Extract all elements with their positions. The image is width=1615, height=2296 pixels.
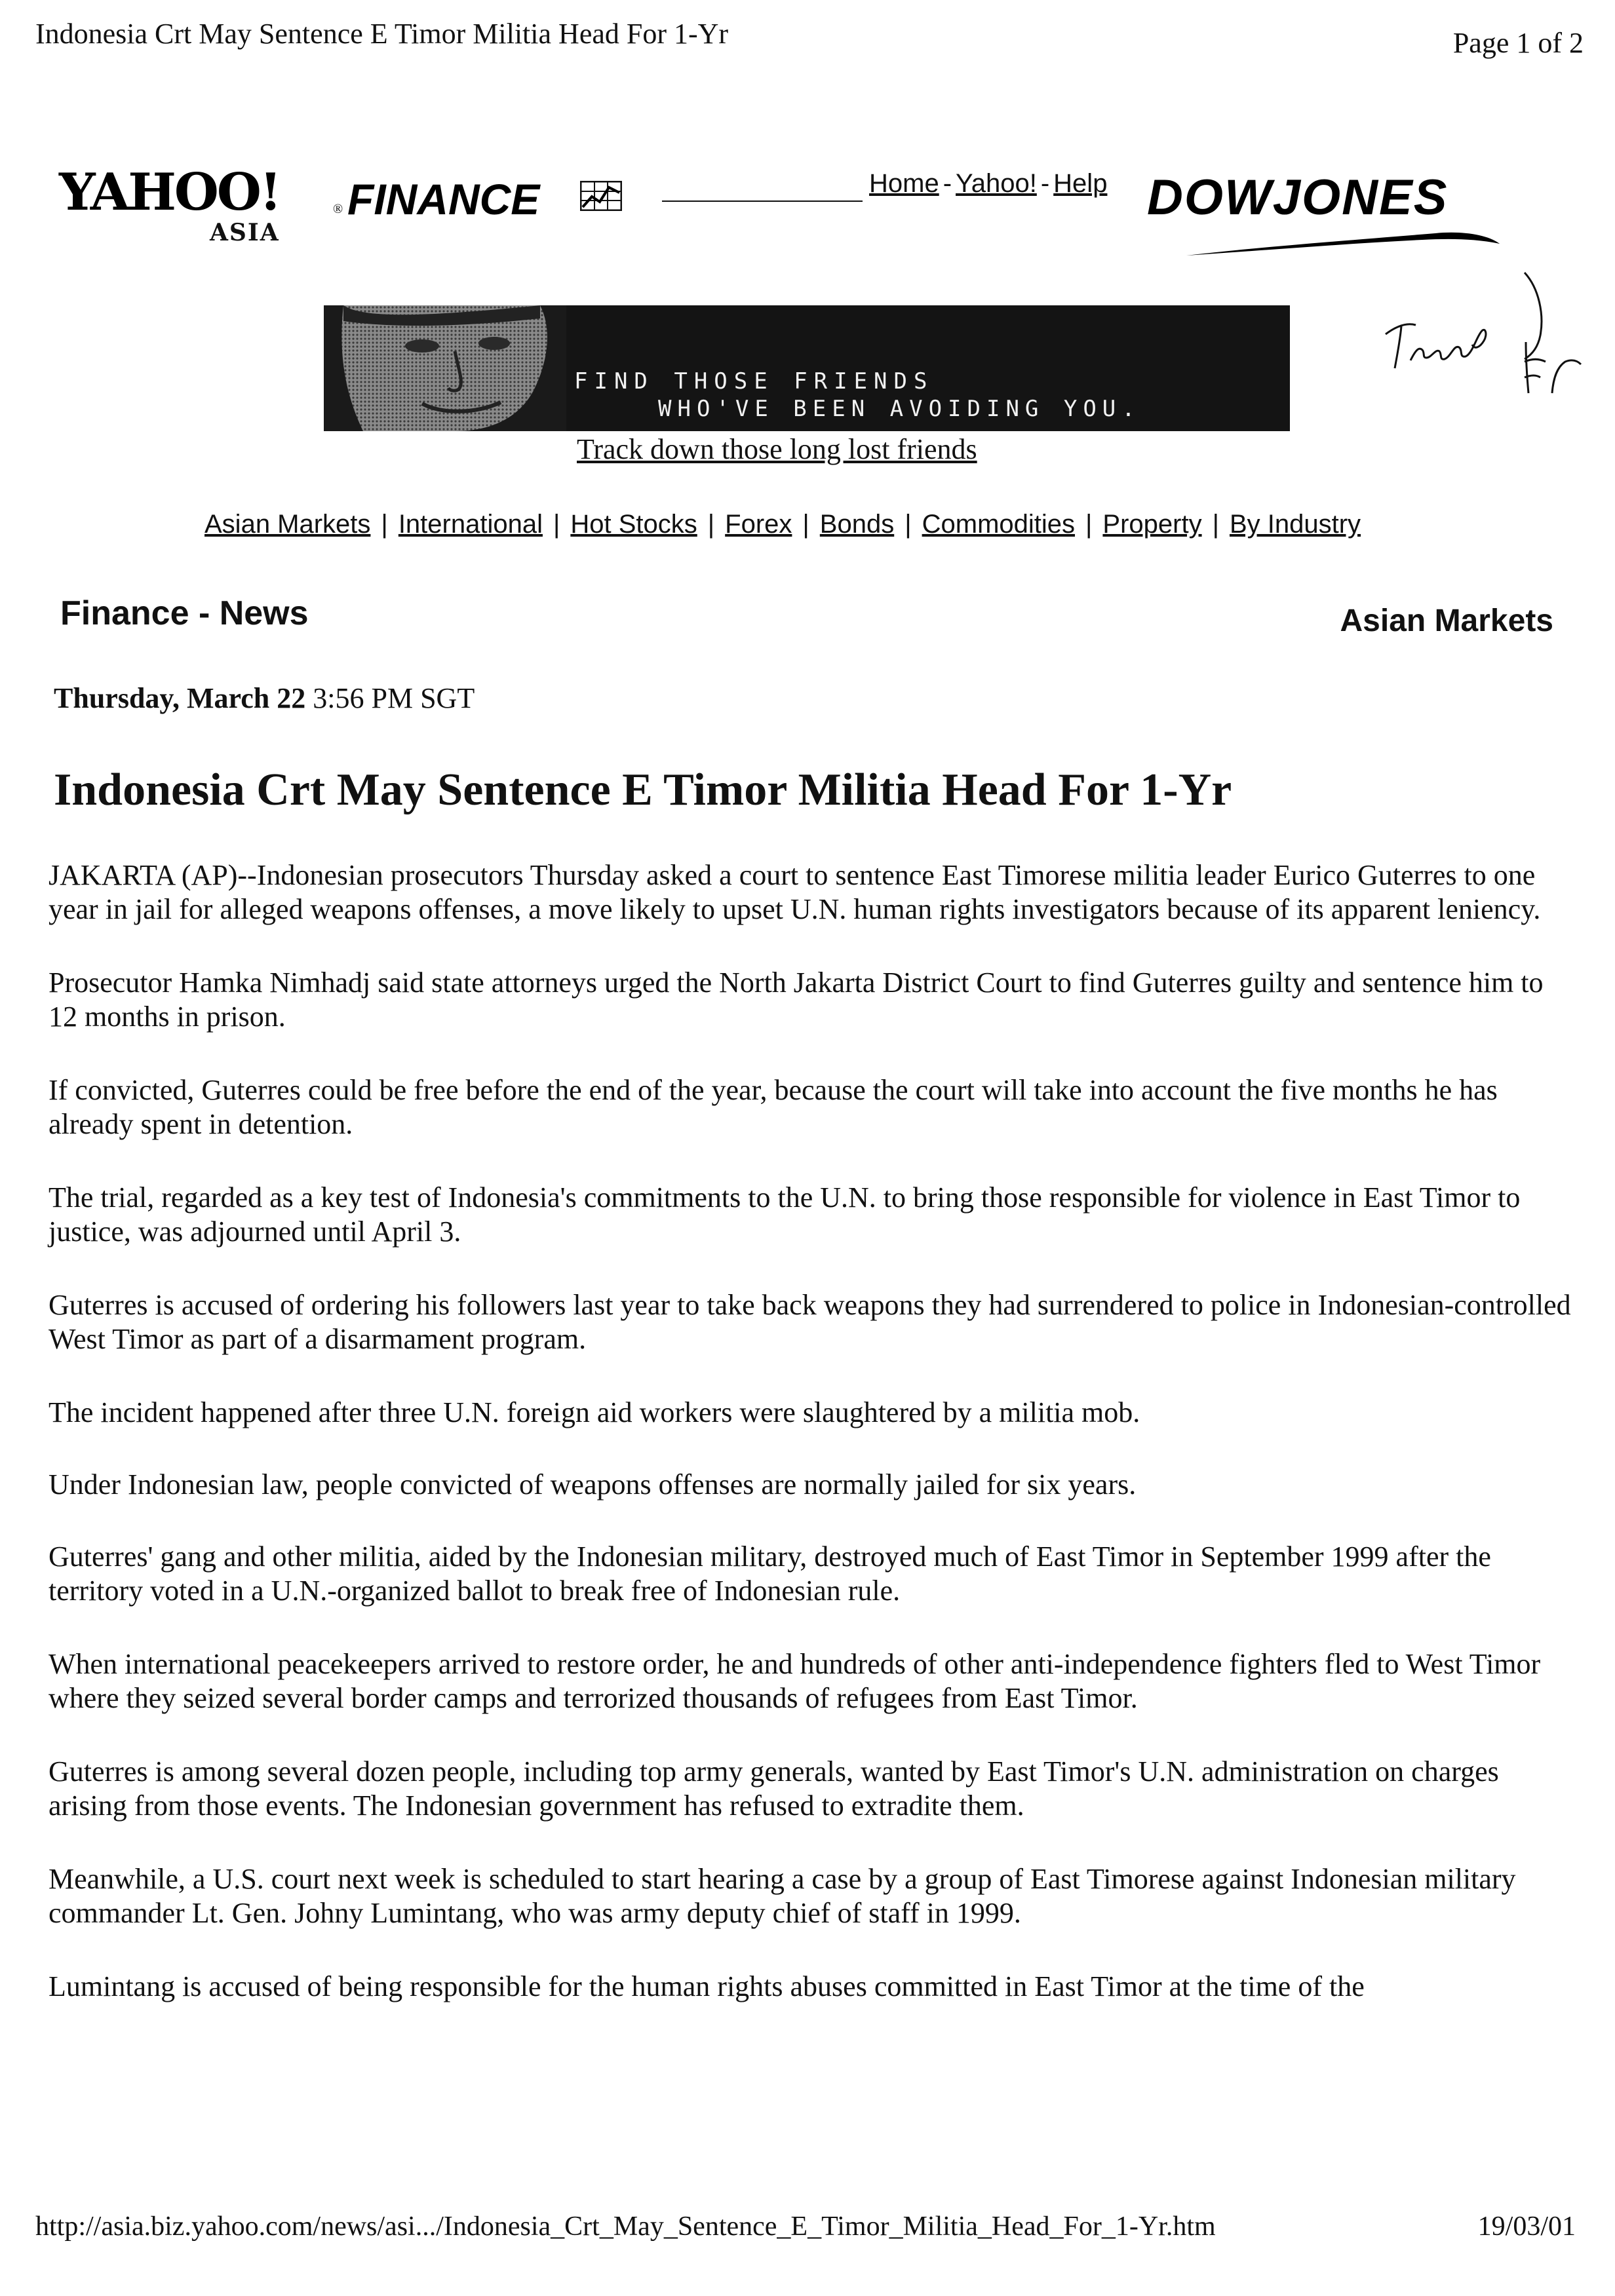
banner-ad[interactable] — [324, 305, 1290, 431]
nav-commodities[interactable]: Commodities — [922, 510, 1076, 539]
section-title: Finance - News — [60, 594, 309, 632]
dateline — [54, 681, 475, 715]
nav-separator: | — [905, 510, 912, 539]
nav-bonds[interactable]: Bonds — [819, 510, 895, 539]
home-link[interactable]: Home — [869, 169, 939, 198]
dateline-time: 3:56 PM SGT — [313, 682, 475, 714]
section-category: Asian Markets — [1340, 603, 1553, 638]
dow-jones-swoosh-icon — [1186, 208, 1501, 261]
article-paragraph: Guterres' gang and other militia, aided by the Indonesian military, destroyed much of East Timor in September 1999 after the territory voted in a U.N.-organized ballot to break free of Indonesian rule. — [49, 1540, 1491, 1607]
article-paragraph: If convicted, Guterres could be free before the end of the year, because the court will take into account the five months he has already spent in detention. — [49, 1074, 1498, 1140]
nav-by-industry[interactable]: By Industry — [1229, 510, 1361, 539]
link-separator: - — [1040, 169, 1050, 198]
article-body — [49, 858, 1576, 2043]
banner-text-link[interactable]: Track down those long lost friends — [577, 433, 977, 465]
dow-jones-logo[interactable] — [1147, 169, 1514, 261]
article-headline: Indonesia Crt May Sentence E Timor Militia Head For 1-Yr — [54, 765, 1232, 815]
article-paragraph: The incident happened after three U.N. foreign aid workers were slaughtered by a militia mob. — [49, 1396, 1140, 1428]
handwritten-note-icon — [1376, 262, 1593, 406]
asia-wordmark: ASIA — [210, 219, 280, 246]
dow-jones-wordmark: DOWJONES — [1147, 170, 1449, 225]
yahoo-finance-asia-logo[interactable] — [59, 163, 662, 254]
banner-subheadline: WHO'VE BEEN AVOIDING YOU. — [658, 396, 1141, 422]
dateline-day: Thursday, March 22 — [54, 682, 306, 714]
nav-separator: | — [553, 510, 560, 539]
registered-mark-icon: ® — [333, 202, 343, 216]
section-nav — [204, 510, 1361, 539]
article-paragraph: Prosecutor Hamka Nimhadj said state attorneys urged the North Jakarta District Court to find Guterres guilty and sentence him to 12 months in prison. — [49, 966, 1544, 1033]
banner-headline: FIND THOSE FRIENDS — [574, 368, 934, 394]
article-paragraph: Meanwhile, a U.S. court next week is scheduled to start hearing a case by a group of East Timorese against Indonesian military commander Lt. Gen. Johny Lumintang, who was army deputy chief of staff in 1999. — [49, 1863, 1516, 1929]
logo-divider — [662, 201, 863, 202]
help-link[interactable]: Help — [1053, 169, 1108, 198]
footer-date: 19/03/01 — [1477, 2211, 1576, 2242]
footer-url: http://asia.biz.yahoo.com/news/asi.../Indonesia_Crt_May_Sentence_E_Timor_Militia_Head_For_1-Yr.htm — [35, 2211, 1216, 2242]
nav-international[interactable]: International — [398, 510, 543, 539]
article-paragraph: Lumintang is accused of being responsible for the human rights abuses committed in East Timor at the time of the — [49, 1970, 1365, 2002]
nav-forex[interactable]: Forex — [725, 510, 792, 539]
banner-face-image — [324, 305, 566, 431]
yahoo-link[interactable]: Yahoo! — [956, 169, 1037, 198]
nav-asian-markets[interactable]: Asian Markets — [204, 510, 371, 539]
yahoo-wordmark: YAHOO! — [59, 163, 281, 222]
top-links — [869, 169, 1107, 199]
page-number: Page 1 of 2 — [1452, 27, 1584, 59]
article-paragraph: The trial, regarded as a key test of Indonesia's commitments to the U.N. to bring those responsible for violence in East Timor to justice, was adjourned until April 3. — [49, 1181, 1521, 1248]
nav-separator: | — [802, 510, 809, 539]
nav-separator: | — [707, 510, 715, 539]
nav-hot-stocks[interactable]: Hot Stocks — [570, 510, 697, 539]
article-paragraph: When international peacekeepers arrived to restore order, he and hundreds of other anti-independence fighters fled to West Timor where they seized several border camps and terrorized thousands of refugees from East Timor. — [49, 1648, 1541, 1714]
article-paragraph: Under Indonesian law, people convicted of weapons offenses are normally jailed for six years. — [49, 1468, 1137, 1501]
chart-icon — [580, 181, 622, 211]
nav-separator: | — [1212, 510, 1219, 539]
nav-property[interactable]: Property — [1102, 510, 1202, 539]
link-separator: - — [943, 169, 952, 198]
nav-separator: | — [381, 510, 388, 539]
finance-wordmark: FINANCE — [347, 175, 540, 223]
nav-separator: | — [1085, 510, 1093, 539]
article-paragraph: JAKARTA (AP)--Indonesian prosecutors Thursday asked a court to sentence East Timorese militia leader Eurico Guterres to one year in jail for alleged weapons offenses, a move likely to upset U.N. human rights investigators because of its apparent leniency. — [49, 859, 1541, 925]
article-paragraph: Guterres is among several dozen people, including top army generals, wanted by East Timor's U.N. administration on charges arising from those events. The Indonesian government has refused to extradite them. — [49, 1755, 1499, 1822]
article-paragraph: Guterres is accused of ordering his followers last year to take back weapons they had surrendered to police in Indonesian-controlled West Timor as part of a disarmament program. — [49, 1289, 1571, 1355]
print-header-title: Indonesia Crt May Sentence E Timor Militia Head For 1-Yr — [35, 18, 729, 50]
